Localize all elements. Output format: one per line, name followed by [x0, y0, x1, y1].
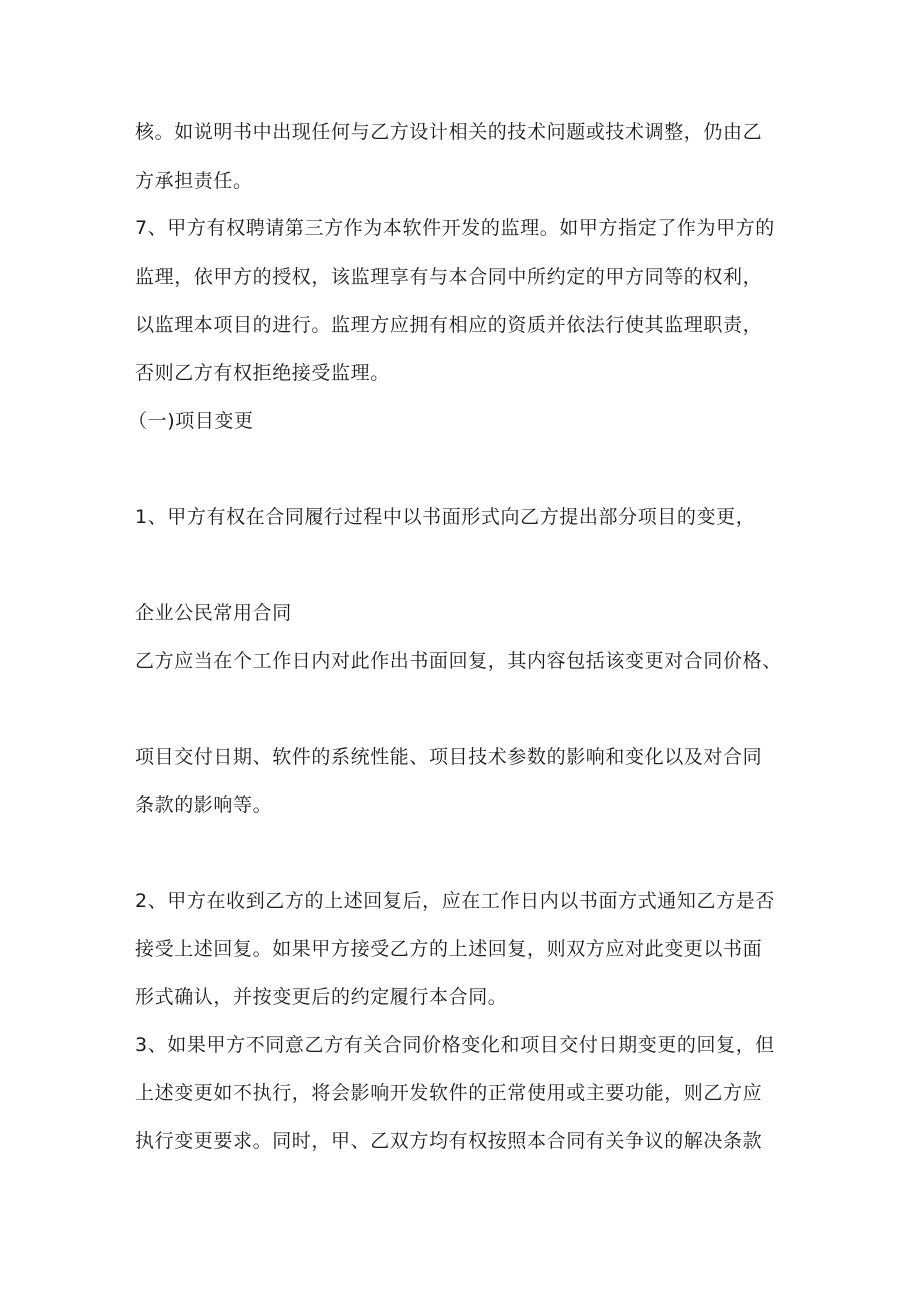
doc-label: 企业公民常用合同: [135, 602, 292, 624]
paragraph-line: 形式确认，并按变更后的约定履行本合同。: [135, 986, 508, 1008]
paragraph-line: 执行变更要求。同时，甲、乙双方均有权按照本合同有关争议的解决条款: [135, 1130, 763, 1152]
paragraph-line: 方承担责任。: [135, 170, 253, 192]
paragraph-line: 否则乙方有权拒绝接受监理。: [135, 362, 390, 384]
paragraph-line: 乙方应当在个工作日内对此作出书面回复，其内容包括该变更对合同价格、: [135, 650, 782, 672]
paragraph-line: 监理，依甲方的授权，该监理享有与本合同中所约定的甲方同等的权利，: [135, 266, 763, 288]
paragraph-line: 上述变更如不执行，将会影响开发软件的正常使用或主要功能，则乙方应: [135, 1082, 763, 1104]
paragraph-line: 以监理本项目的进行。监理方应拥有相应的资质并依法行使其监理职责，: [135, 314, 763, 336]
paragraph-line: 接受上述回复。如果甲方接受乙方的上述回复，则双方应对此变更以书面: [135, 938, 763, 960]
paragraph-line: 1、甲方有权在合同履行过程中以书面形式向乙方提出部分项目的变更，: [135, 506, 756, 528]
paragraph-line: 7、甲方有权聘请第三方作为本软件开发的监理。如甲方指定了作为甲方的: [135, 217, 775, 239]
paragraph-line: 2、甲方在收到乙方的上述回复后，应在工作日内以书面方式通知乙方是否: [135, 890, 775, 912]
paragraph-line: 项目交付日期、软件的系统性能、项目技术参数的影响和变化以及对合同: [135, 746, 763, 768]
paragraph-line: 3、如果甲方不同意乙方有关合同价格变化和项目交付日期变更的回复，但: [135, 1034, 775, 1056]
section-heading: （一)项目变更: [128, 410, 254, 432]
paragraph-line: 核。如说明书中出现任何与乙方设计相关的技术问题或技术调整，仍由乙: [135, 121, 763, 143]
paragraph-line: 条款的影响等。: [135, 794, 273, 816]
